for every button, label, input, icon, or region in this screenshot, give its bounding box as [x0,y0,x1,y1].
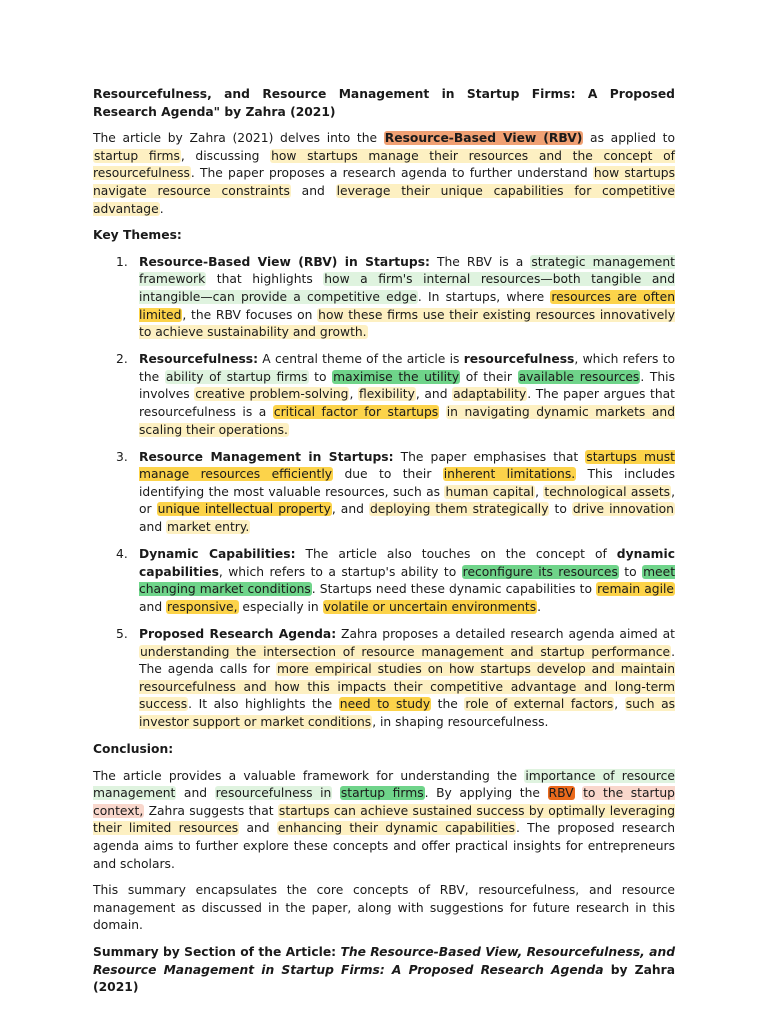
text-run: of their [460,369,518,384]
highlight: enhancing their dynamic capabilities [277,821,516,836]
text-run: Summary by Section of the Article: [93,945,341,960]
text-run: This includes identifying the most valuable resources, such as [139,467,675,499]
text-run: , [349,387,358,402]
text-run: The article provides a valuable framework for understanding the [93,768,525,783]
highlight: market entry. [167,520,250,535]
highlight: understanding the intersection of resource management and startup performance [140,644,671,659]
highlight: resourcefulness in [215,786,332,801]
highlight: importance of resource management [93,768,675,801]
text-run [575,786,583,800]
text-run: A central theme of the article is [258,352,464,367]
text-run: Zahra proposes a detailed research agenda aimed at [336,627,675,642]
highlight: responsive, [167,599,238,614]
highlight: volatile or uncertain environments [323,599,537,614]
text-run: . By applying the [424,786,548,801]
highlight: reconfigure its resources [462,564,618,579]
text-run: especially in [238,599,323,614]
highlight: startups must manage resources efficiently [139,449,675,482]
list-number: 4. [116,547,128,562]
highlight: critical factor for startups [273,405,439,419]
text-run: to [308,369,333,384]
text-run: . This involves [139,369,675,402]
highlight: how a firm's internal resources—both tangible and intangible—can provide a competitive edge [139,272,675,304]
list-number: 2. [116,352,128,367]
text-run: . The paper proposes a research agenda to further understand [190,166,593,181]
text-run: , and [415,387,453,402]
text-run: , which refers to a startup's ability to [218,564,462,579]
text-run: . It also highlights the [188,697,339,712]
highlight: human capital [445,484,535,499]
text-run: by Zahra (2021) [93,962,676,995]
document-page [93,86,675,1006]
conclusion-heading: Conclusion: [93,742,174,757]
text-run: . [159,201,164,216]
highlight: deploying them strategically [369,502,549,517]
highlight: startups can achieve sustained success by optimally leveraging their limited resources [93,803,675,836]
article-title: The Resource-Based View, Resourcefulness, and Resource Management in Startup Firms: A Proposed Research Agenda [93,945,675,977]
highlight: meet changing market conditions [139,564,676,597]
intro-paragraph [93,130,675,218]
highlight: role of external factors [465,697,614,712]
list-number: 5. [116,627,128,642]
text-run: , discussing [180,148,271,163]
theme-item [93,546,675,616]
text-run: . In startups, where [417,289,551,304]
theme-item [93,626,675,732]
text-run: The RBV is a [429,254,531,269]
highlight: to the startup context, [93,786,675,818]
theme-label: Proposed Research Agenda: [139,627,337,642]
text-run: The article by Zahra (2021) delves into the [93,131,384,146]
highlight: strategic management framework [139,254,675,287]
highlight: startup firms [340,786,424,801]
highlight: unique intellectual property [157,502,331,517]
highlight: more empirical studies on how startups develop and maintain resourcefulness and how this impacts their competitive advantage and long-term success [139,662,676,712]
key-themes-list [93,254,675,732]
highlight: how startups manage their resources and the concept of resourcefulness [93,148,676,181]
highlight-rbv: Resource-Based View (RBV) [384,131,583,146]
highlight: inherent limitations. [443,467,576,482]
text-run: and [139,599,167,614]
theme-label: Resource Management in Startups: [139,449,394,464]
text-run: and [290,183,336,198]
highlight: creative problem-solving [195,387,349,402]
list-number: 1. [116,254,128,269]
highlight: startup firms [94,148,180,163]
text-run: , the RBV focuses on [182,307,318,322]
text-run: , or [139,484,675,517]
text-run: and [139,520,167,535]
highlight: ability of startup firms [165,369,308,384]
text-run: , and [331,502,369,517]
highlight: remain agile [597,582,674,597]
text-run: . Startups need these dynamic capabilities to [311,582,597,597]
highlight: such as investor support or market conditions [139,697,676,729]
text-run: . The proposed research agenda aims to further explore these concepts and offer practical insights for entrepreneurs and scholars. [93,821,675,871]
conclusion-paragraph [93,768,675,874]
text-run: . [537,599,542,614]
theme-label: Dynamic Capabilities: [139,547,296,562]
text-run: , in shaping resourcefulness. [372,715,549,729]
bold-term: resourcefulness [463,352,575,367]
highlight: technological assets [544,484,671,499]
text-run: due to their [333,467,443,482]
text-run: Zahra suggests that [144,803,278,818]
list-number: 3. [116,449,128,464]
highlight: need to study [339,697,431,712]
text-run: and [239,821,277,836]
text-run: that highlights [206,272,324,287]
text-run: , [535,484,544,499]
text-run: , [614,697,625,712]
highlight: flexibility [358,387,415,402]
theme-item [93,351,675,439]
theme-label: Resource-Based View (RBV) in Startups: [139,254,430,269]
text-run: The paper emphasises that [393,449,586,464]
text-run [332,786,340,800]
text-run: and [176,786,215,801]
highlight: adaptability [453,387,527,402]
theme-label: Resourcefulness: [139,352,258,367]
section-summary-heading [93,944,675,997]
text-run: as applied to [583,131,676,146]
text-run: The article also touches on the concept of [295,547,617,562]
highlight-rbv: RBV [548,786,574,801]
theme-item [93,449,675,537]
text-run: to [618,564,643,579]
highlight: available resources [518,369,640,384]
highlight: leverage their unique capabilities for competitive advantage [93,183,676,216]
highlight: maximise the utility [333,369,460,384]
text-run: . The paper argues that resourcefulness is a [139,387,675,419]
highlight: in navigating dynamic markets and scaling their operations. [139,405,676,437]
document-title: Resourcefulness, and Resource Management in Startup Firms: A Proposed Research Agenda" by Zahra (2021) [93,87,675,119]
bold-term: dynamic capabilities [139,547,675,579]
text-run: , which refers to the [139,352,675,384]
theme-item [93,254,675,342]
highlight: how startups navigate resource constraints [93,166,675,198]
summary-paragraph: This summary encapsulates the core concepts of RBV, resourcefulness, and resource management as discussed in the paper, along with suggestions for future research in this domain. [93,883,675,933]
highlight: resources are often limited [139,289,675,322]
text-run [439,405,446,419]
key-themes-heading: Key Themes: [93,228,182,243]
highlight: drive innovation [572,502,674,517]
text-run: to [549,502,572,517]
text-run: the [431,697,465,712]
highlight: how these firms use their existing resources innovatively to achieve sustainability and growth. [139,307,675,340]
text-run: . The agenda calls for [139,644,675,677]
